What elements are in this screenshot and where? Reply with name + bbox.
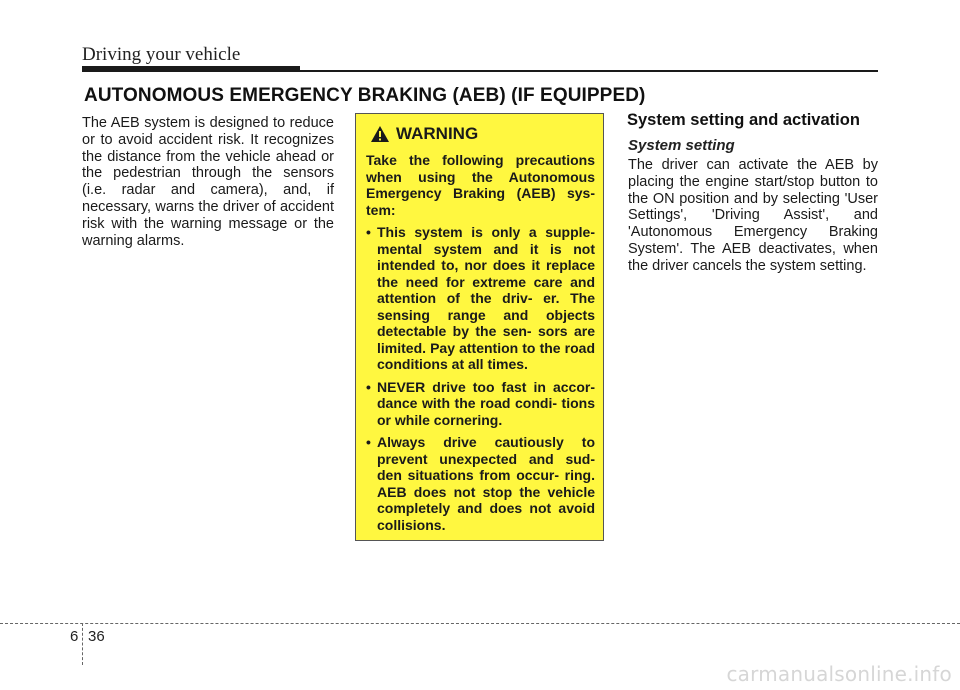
warning-item-supplemental: • This system is only a supple- mental system and it is not intended to, nor does it replace the need for extreme care and attention of the driv- er. The sensing range and objects detectable by the sen- sors are limited. Pay attention to the road conditions at all times. (366, 224, 595, 373)
system-setting-subheading: System setting (628, 137, 735, 154)
page-header-title: Driving your vehicle (82, 44, 241, 65)
page-number: 36 (88, 628, 105, 645)
warning-box (355, 113, 604, 541)
section-title: AUTONOMOUS EMERGENCY BRAKING (AEB) (IF EQUIPPED) (84, 85, 646, 106)
watermark: carmanualsonline.info (726, 662, 952, 686)
warning-intro: Take the following precautions when using the Autonomous Emergency Braking (AEB) sys- tem: (366, 152, 595, 218)
intro-paragraph: The AEB system is designed to reduce or to avoid accident risk. It recognizes the distance from the vehicle ahead or the pedestrian through the sensors (i.e. radar and camera), and, if necessary, warns the driver of accident risk with the warning message or the warning alarms. (82, 115, 334, 249)
footer-divider (82, 623, 83, 665)
chapter-number: 6 (70, 628, 79, 645)
system-setting-paragraph: The driver can activate the AEB by placing the engine start/stop button to the ON position and by selecting 'User Settings', 'Driving Assist', and 'Autonomous Emergency Braking System'. The AEB deactivates, when the driver cancels the system setting. (628, 157, 878, 274)
footer-rule (0, 623, 960, 624)
warning-item-caution: • Always drive cautiously to prevent unexpected and sud- den situations from occur- ring. AEB does not stop the vehicle completely and does not avoid collisions. (366, 434, 595, 533)
warning-item-speed: • NEVER drive too fast in accor- dance with the road condi- tions or while cornering. (366, 379, 595, 429)
header-rule (300, 70, 878, 72)
warning-list (366, 224, 595, 533)
header-accent-bar (82, 66, 300, 72)
warning-triangle-icon (370, 125, 390, 143)
system-setting-heading: System setting and activation (627, 111, 860, 129)
warning-heading (370, 124, 595, 144)
warning-heading-label: WARNING (396, 124, 479, 143)
